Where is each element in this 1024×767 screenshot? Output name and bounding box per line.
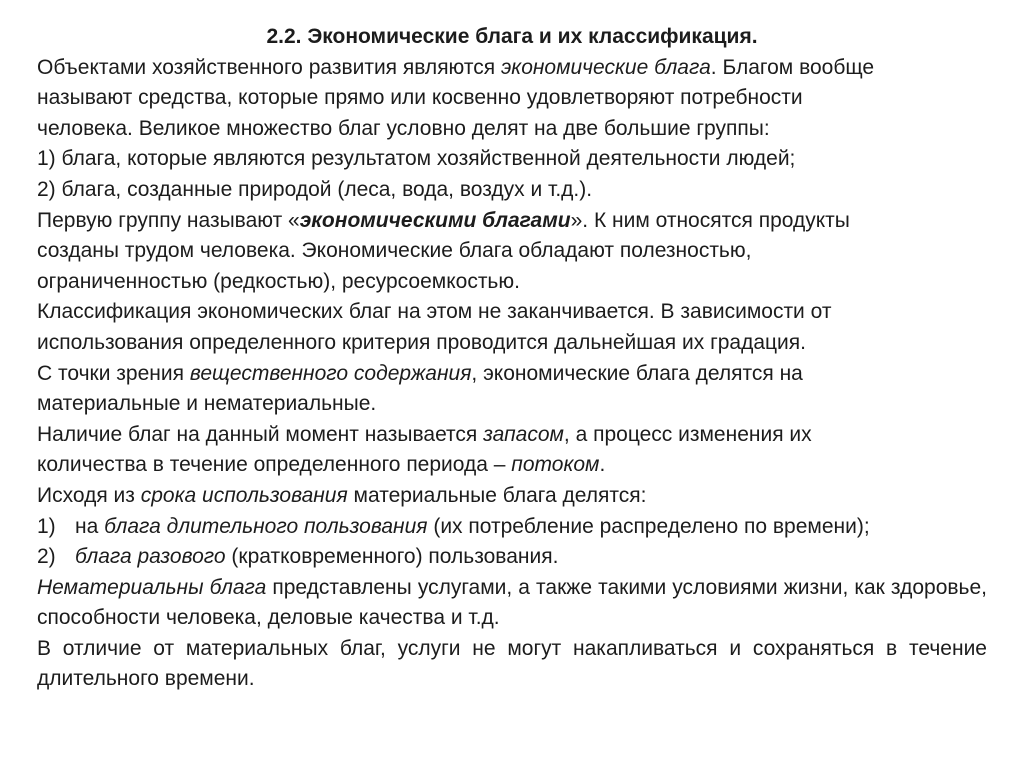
paragraph-economic-goods-line-2: созданы трудом человека. Экономические блага обладают полезностью, bbox=[37, 239, 752, 263]
paragraph-economic-goods-line-3: ограниченностью (редкостью), ресурсоемкостью. bbox=[37, 269, 520, 293]
paragraph-economic-goods-line-1 bbox=[37, 206, 987, 237]
italic-term: блага длительного пользования bbox=[104, 514, 428, 538]
list-number: 1) bbox=[37, 514, 56, 538]
group-item-2: 2) блага, созданные природой (леса, вода, воздух и т.д.). bbox=[37, 177, 593, 201]
italic-term: Нематериальны блага bbox=[37, 575, 267, 599]
text: представлены услугами, а также такими условиями жизни, как здоровье, способности человека, деловые качества и т.д. bbox=[37, 575, 987, 630]
italic-term: потоком bbox=[511, 453, 600, 477]
italic-term: срока использования bbox=[140, 483, 348, 507]
paragraph-material-line-2: материальные и нематериальные. bbox=[37, 392, 377, 416]
paragraph-usage-term bbox=[37, 481, 987, 512]
text: , а процесс изменения их bbox=[563, 422, 812, 446]
text: , экономические блага делятся на bbox=[471, 361, 803, 385]
paragraph-classification-line-1: Классификация экономических благ на этом не заканчивается. В зависимости от bbox=[37, 300, 832, 324]
group-item-1: 1) блага, которые являются результатом хозяйственной деятельности людей; bbox=[37, 147, 796, 171]
text: (кратковременного) пользования. bbox=[225, 545, 559, 569]
text: (их потребление распределено по времени); bbox=[427, 514, 870, 538]
text: Исходя из bbox=[37, 483, 141, 507]
paragraph-classification-line-2: использования определенного критерия проводится дальнейшая их градация. bbox=[37, 330, 806, 354]
paragraph-stock-flow-line-2 bbox=[37, 450, 987, 481]
list-item-2 bbox=[37, 542, 987, 573]
italic-term: экономические блага bbox=[500, 55, 711, 79]
text: Первую группу называют « bbox=[37, 208, 300, 232]
text: количества в течение определенного периода – bbox=[37, 453, 512, 477]
italic-term: вещественного содержания bbox=[189, 361, 472, 385]
paragraph-services: В отличие от материальных благ, услуги не могут накапливаться и сохраняться в течение длительного времени. bbox=[37, 636, 987, 691]
slide-content bbox=[37, 22, 987, 695]
list-item-1 bbox=[37, 512, 987, 543]
text: на bbox=[75, 514, 105, 538]
text: С точки зрения bbox=[37, 361, 190, 385]
list-number: 2) bbox=[37, 545, 56, 569]
bold-italic-term: экономическими благами bbox=[299, 208, 571, 232]
text: ». К ним относятся продукты bbox=[570, 208, 850, 232]
paragraph-stock-flow-line-1 bbox=[37, 420, 987, 451]
text: . bbox=[599, 453, 606, 477]
paragraph-definition-line-1 bbox=[37, 53, 987, 84]
text: материальные блага делятся: bbox=[347, 483, 647, 507]
paragraph-definition-line-3: человека. Великое множество благ условно делят на две большие группы: bbox=[37, 116, 770, 140]
text: . Благом вообще bbox=[710, 55, 875, 79]
italic-term: запасом bbox=[483, 422, 564, 446]
paragraph-definition-line-2: называют средства, которые прямо или косвенно удовлетворяют потребности bbox=[37, 86, 803, 110]
paragraph-material-line-1 bbox=[37, 359, 987, 390]
italic-term: блага разового bbox=[75, 545, 226, 569]
text: Объектами хозяйственного развития являются bbox=[37, 55, 501, 79]
text: Наличие благ на данный момент называется bbox=[37, 422, 484, 446]
slide-title: 2.2. Экономические блага и их классификация. bbox=[266, 25, 758, 48]
paragraph-intangible bbox=[37, 573, 987, 634]
